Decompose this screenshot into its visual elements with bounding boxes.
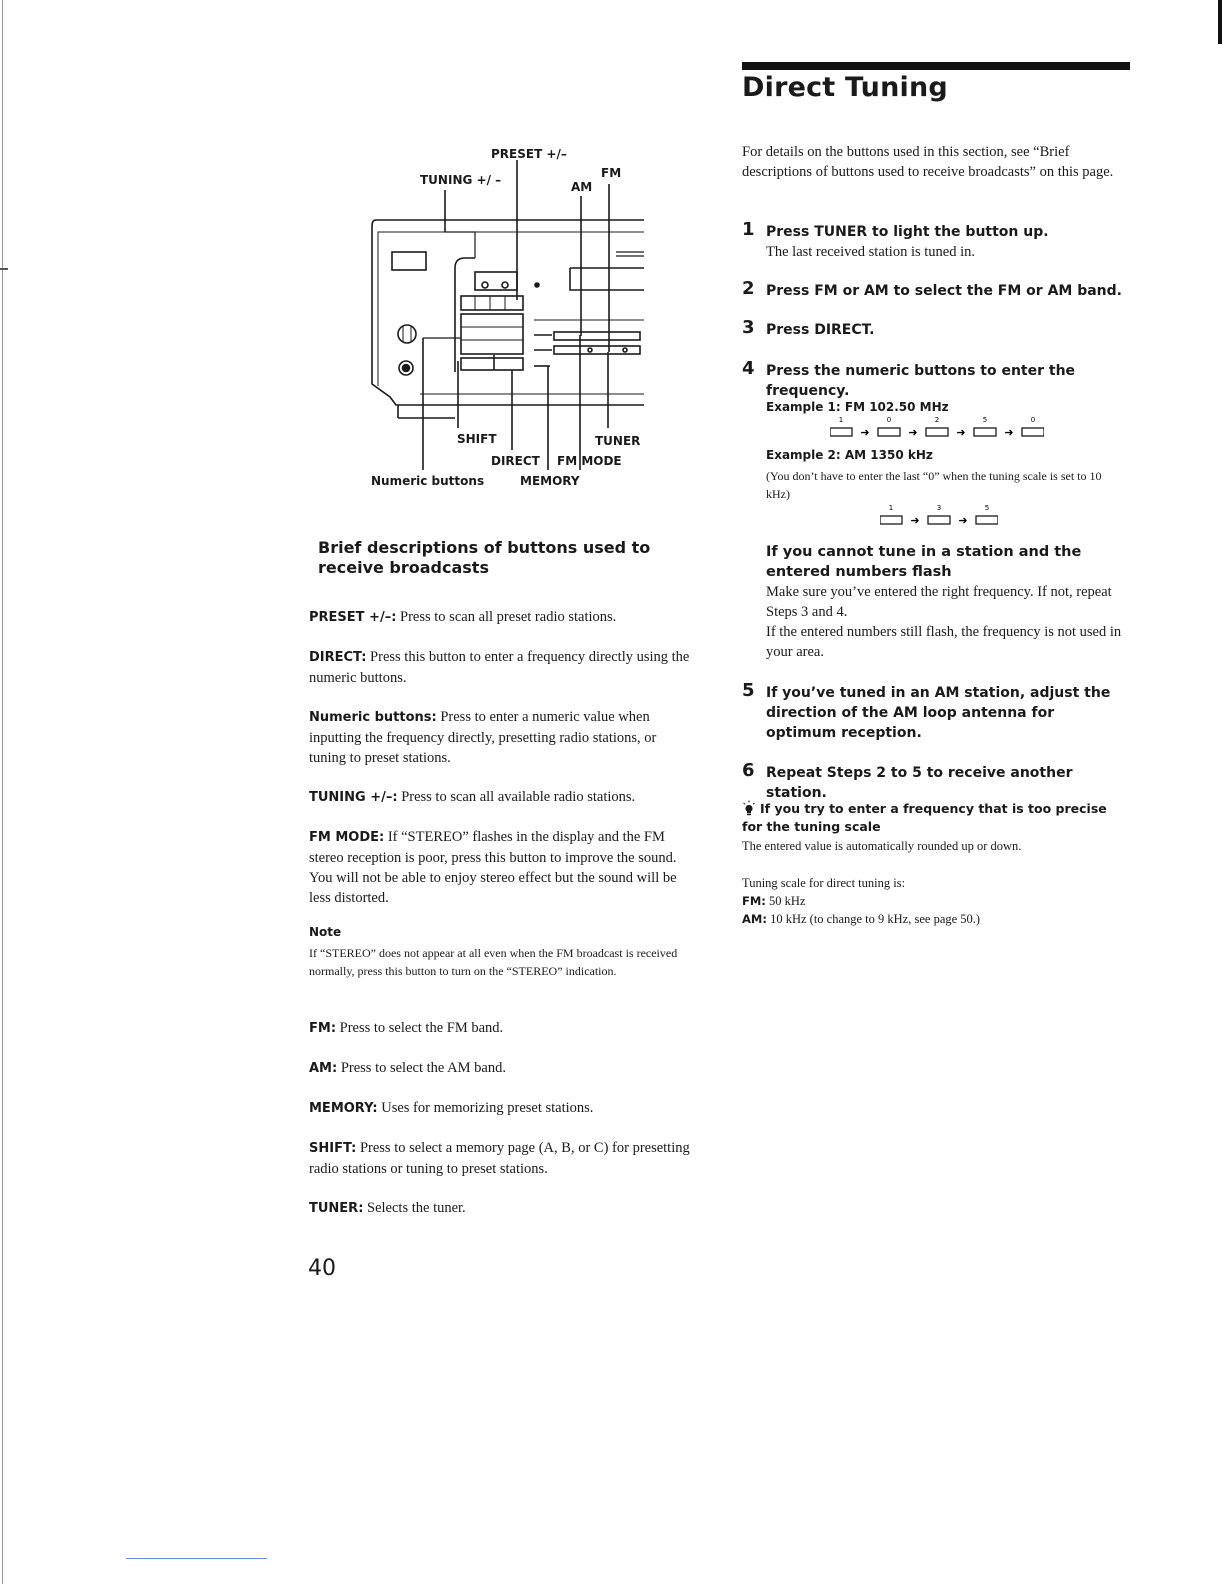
label-preset: PRESET +/– [491,147,567,161]
arrow-icon: ➜ [956,427,966,439]
scale-term: AM: [742,912,767,926]
step-subtext: The last received station is tuned in. [766,244,975,260]
scale-term: FM: [742,894,766,908]
example-2-label: Example 2: AM 1350 kHz [766,448,933,462]
numeric-key [1022,416,1044,436]
desc-text: Press to select the FM band. [336,1020,504,1036]
tuning-scale-intro: Tuning scale for direct tuning is: [742,876,906,890]
desc-term: DIRECT: [309,650,367,665]
arrow-icon: ➜ [910,515,920,527]
label-direct: DIRECT [491,454,540,468]
step-text: Press the numeric buttons to enter the frequency. [766,363,1076,399]
cannot-tune-text: Make sure you’ve entered the right frequency. If not, repeat Steps 3 and 4. [766,584,1112,620]
key-label: 2 [934,416,940,424]
desc-fm [309,1018,694,1039]
step-number: 2 [742,278,755,299]
desc-term: AM: [309,1061,338,1076]
scale-value: 50 kHz [765,894,806,908]
desc-term: PRESET +/–: [309,610,397,625]
key-label: 5 [982,416,988,424]
section-heading: Brief descriptions of buttons used to receive broadcasts [318,538,651,577]
desc-tuning [309,787,694,808]
label-shift: SHIFT [457,432,497,446]
step-number: 1 [742,219,755,240]
step-number: 6 [742,760,755,781]
numeric-key [976,504,998,524]
key-label: 0 [886,416,892,424]
step-text: Press FM or AM to select the FM or AM band. [766,283,1122,299]
desc-term: MEMORY: [309,1101,378,1116]
desc-text: If “STEREO” flashes in the display and the FM stereo reception is poor, press this button to improve the sound. You will not be able to enjoy stereo effect but the sound will be less distorted. [309,829,677,906]
example-1-label: Example 1: FM 102.50 MHz [766,400,949,414]
arrow-icon: ➜ [860,427,870,439]
desc-term: TUNING +/–: [309,790,398,805]
lightbulb-icon [742,800,756,816]
label-numeric-buttons: Numeric buttons [371,474,485,488]
key-label: 3 [936,504,942,512]
section-marker-bar [1218,0,1222,44]
desc-numeric-buttons [309,707,694,768]
desc-term: FM MODE: [309,830,385,845]
header-rule [742,62,1130,70]
desc-term: TUNER: [309,1201,364,1216]
cannot-tune-text-2: If the entered numbers still flash, the frequency is not used in your area. [766,624,1122,660]
tip-heading [742,800,1127,836]
note-body: If “STEREO” does not appear at all even when the FM broadcast is received normally, press this button to turn on the “STEREO” indication. [309,946,678,978]
desc-text: Press to scan all preset radio stations. [396,609,617,625]
numeric-key [926,416,948,436]
desc-text: Press to enter a numeric value when inputting the frequency directly, presetting radio stations, or tuning to preset stations. [309,709,657,766]
step-number: 4 [742,358,755,379]
key-label: 1 [838,416,844,424]
step-number: 5 [742,680,755,701]
tuning-scale-am [742,910,1127,928]
desc-shift [309,1138,694,1179]
desc-memory [309,1098,694,1119]
desc-text: Press to scan all available radio stations. [397,789,636,805]
label-am: AM [571,180,593,194]
numeric-key [880,504,902,524]
desc-text: Press to select the AM band. [337,1060,506,1076]
tuning-scale-block [742,874,1127,928]
step-text: If you’ve tuned in an AM station, adjust the direction of the AM loop antenna for optimum reception. [766,685,1111,741]
scan-edge-line [2,0,3,1584]
desc-preset [309,607,694,628]
label-tuning: TUNING +/ – [420,173,502,187]
desc-term: SHIFT: [309,1141,357,1156]
desc-text: Press to select a memory page (A, B, or C) for presetting radio stations or tuning to preset stations. [309,1140,690,1177]
scale-value: 10 kHz (to change to 9 kHz, see page 50.) [766,912,981,926]
cannot-tune-body [766,582,1126,662]
tuning-scale-fm [742,892,1127,910]
desc-fm-mode [309,827,694,908]
numeric-key [830,416,852,436]
page-title: Direct Tuning [742,72,948,103]
desc-term: Numeric buttons: [309,710,437,725]
desc-tuner [309,1198,694,1219]
arrow-icon: ➜ [958,515,968,527]
example-2-note: (You don’t have to enter the last “0” when the tuning scale is set to 10 kHz) [766,469,1102,501]
desc-am [309,1058,694,1079]
key-label: 5 [984,504,990,512]
footer-rule [126,1558,267,1559]
tip-heading-text: If you try to enter a frequency that is too precise for the tuning scale [742,801,1107,834]
cannot-tune-heading: If you cannot tune in a station and the entered numbers flash [766,544,1082,580]
step-text: Press DIRECT. [766,322,875,338]
desc-direct [309,647,694,688]
tip-body: The entered value is automatically rounded up or down. [742,839,1022,853]
numeric-key [878,416,900,436]
scan-edge-tick [0,268,8,270]
label-tuner: TUNER [595,434,641,448]
note-title: Note [309,925,342,939]
example-1-key-sequence [830,414,1044,440]
label-memory: MEMORY [520,474,580,488]
arrow-icon: ➜ [1004,427,1014,439]
step-text: Repeat Steps 2 to 5 to receive another station. [766,765,1073,801]
desc-text: Uses for memorizing preset stations. [377,1100,594,1116]
step-number: 3 [742,317,755,338]
key-label: 1 [888,504,894,512]
label-fm-mode: FM MODE [557,454,622,468]
desc-text: Press this button to enter a frequency directly using the numeric buttons. [309,649,690,686]
intro-text: For details on the buttons used in this section, see “Brief descriptions of buttons used to receive broadcasts” on this page. [742,144,1114,180]
desc-term: FM: [309,1021,337,1036]
desc-text: Selects the tuner. [363,1200,466,1216]
step-text: Press TUNER to light the button up. [766,224,1049,240]
arrow-icon: ➜ [908,427,918,439]
numeric-key [928,504,950,524]
example-2-key-sequence [880,502,998,528]
label-fm: FM [601,166,622,180]
numeric-key [974,416,996,436]
key-label: 0 [1030,416,1036,424]
page-number: 40 [308,1256,336,1281]
